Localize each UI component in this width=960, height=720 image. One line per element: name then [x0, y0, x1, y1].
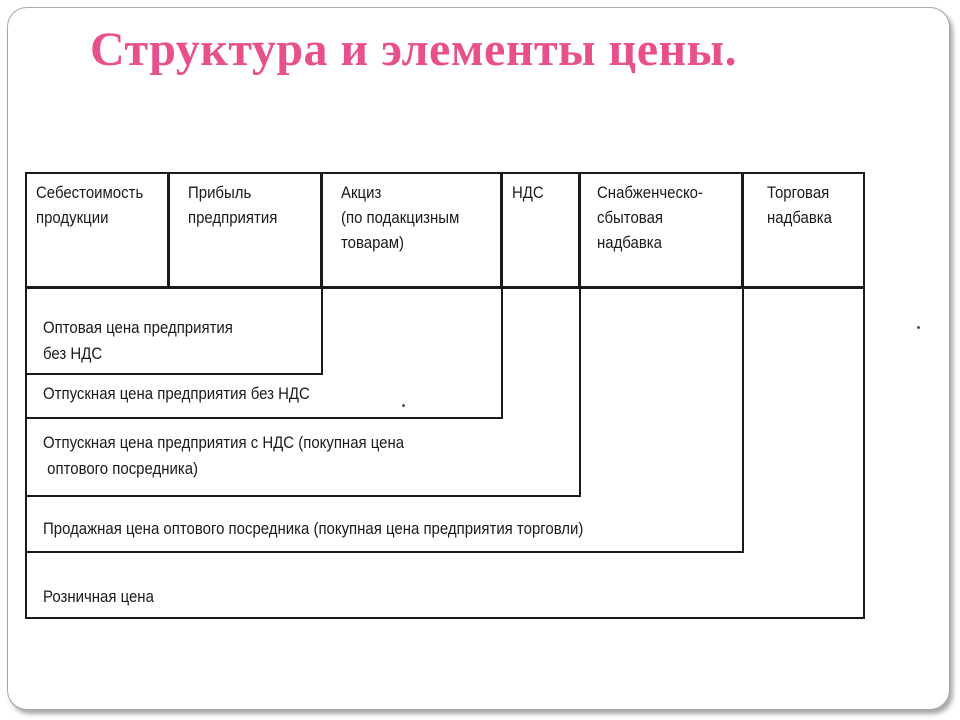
price-level-label-retail: Розничная цена [43, 587, 154, 606]
component-label-trade-markup: Торговая надбавка [767, 183, 833, 227]
component-label-vat: НДС [512, 183, 544, 202]
price-level-label-release-no-vat: Отпускная цена предприятия без НДС [43, 384, 310, 403]
component-label-supply-markup: Снабженческо- сбытовая надбавка [597, 183, 703, 252]
price-level-label-release-with-vat: Отпускная цена предприятия с НДС (покупная цена оптового посредника) [43, 433, 405, 478]
component-label-excise: Акциз (по подакцизным товарам) [341, 183, 460, 252]
price-level-label-intermediary: Продажная цена оптового посредника (покупная цена предприятия торговли) [43, 519, 584, 538]
slide-title: Структура и элементы цены. [90, 23, 738, 76]
component-label-profit: Прибыль предприятия [188, 183, 278, 227]
price-level-label-wholesale: Оптовая цена предприятия без НДС [43, 318, 233, 363]
scan-speck [917, 326, 920, 329]
component-label-cost: Себестоимость продукции [36, 183, 144, 227]
scan-speck [402, 404, 405, 407]
